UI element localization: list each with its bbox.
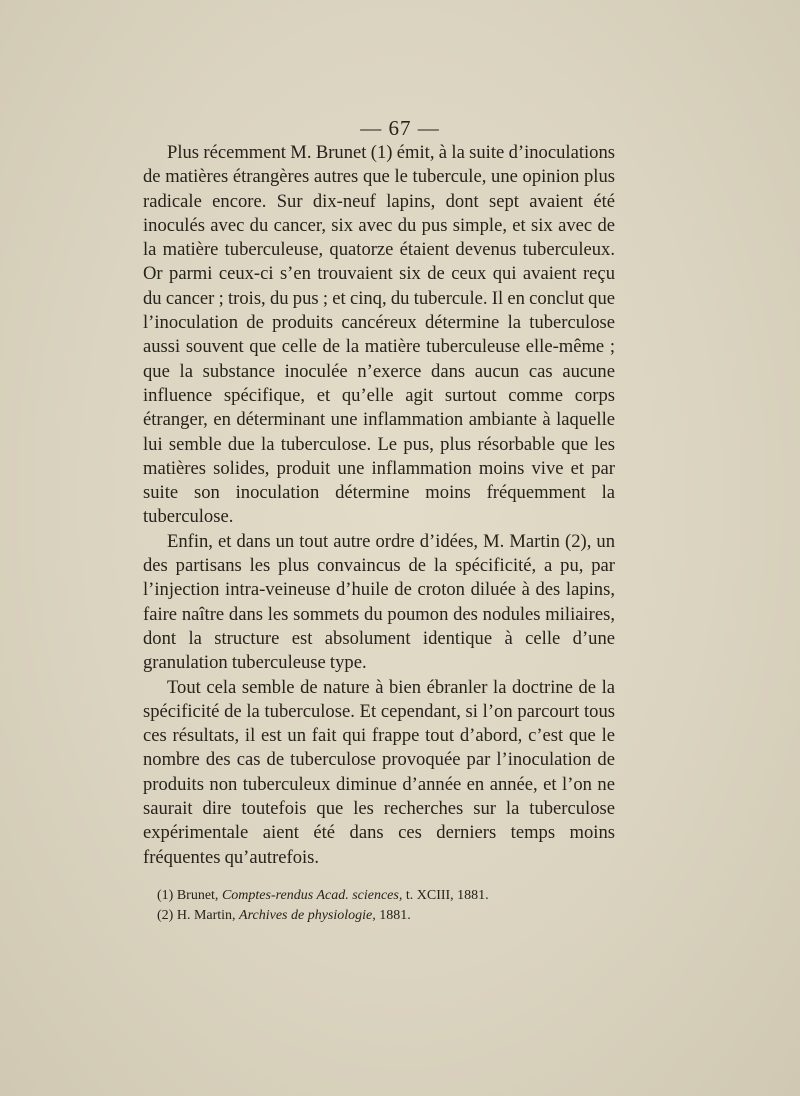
- footnote-title: Archives de physiologie,: [239, 908, 376, 923]
- footnotes: [157, 886, 617, 926]
- footnote-marker: (2): [157, 908, 174, 923]
- footnote-rest: 1881.: [379, 908, 411, 923]
- footnote-1: [157, 886, 617, 906]
- footnote-author: Brunet,: [176, 888, 219, 903]
- footnote-rest: t. XCIII, 1881.: [405, 888, 489, 903]
- footnote-title: Comptes-rendus Acad. sciences,: [221, 888, 403, 903]
- paragraph-brunet: Plus récemment M. Brunet (1) émit, à la suite d’inoculations de matières étrangères autres que le tubercule, une opinion plus radicale encore. Sur dix-neuf lapins, dont sept avaient été inoculés avec du cancer, six avec du pus simple, et six avec de la matière tuberculeuse, quatorze étaient devenus tuberculeux. Or parmi ceux-ci s’en trouvaient six de ceux qui avaient reçu du cancer ; trois, du pus ; et cinq, du tubercule. Il en conclut que l’inoculation de produits cancéreux détermine la tuberculose aussi souvent que celle de la matière tuberculeuse elle-même ; que la substance inoculée n’exerce dans aucun cas aucune influence spécifique, et qu’elle agit surtout comme corps étranger, en déterminant une inflammation ambiante à laquelle lui semble due la tuberculose. Le pus, plus résorbable que les matières solides, produit une inflammation moins vive et par suite son inoculation détermine moins fréquemment la tuberculose.: [143, 142, 615, 528]
- body-text: [143, 141, 615, 870]
- footnote-2: [157, 906, 617, 926]
- footnote-author: H. Martin,: [176, 908, 236, 923]
- page-number: — 67 —: [360, 116, 440, 140]
- footnote-marker: (1): [157, 888, 174, 903]
- paragraph-martin: Enfin, et dans un tout autre ordre d’idées, M. Martin (2), un des partisans les plus convaincus de la spécificité, a pu, par l’injection intra-veineuse d’huile de croton diluée à des lapins, faire naître dans les sommets du poumon des nodules miliaires, dont la structure est absolument identique à celle d’une granulation tuberculeuse type.: [143, 530, 615, 674]
- paragraph-conclusion: Tout cela semble de nature à bien ébranler la doctrine de la spécificité de la tuberculose. Et cependant, si l’on parcourt tous ces résultats, il est un fait qui frappe tout d’abord, c’est que le nombre des cas de tuberculose provoquée par l’inoculation de produits non tuberculeux diminue d’année en année, et l’on ne saurait dire toutefois que les recherches sur la tuberculose expérimentale aient été dans ces derniers temps moins fréquentes qu’autrefois.: [143, 676, 615, 868]
